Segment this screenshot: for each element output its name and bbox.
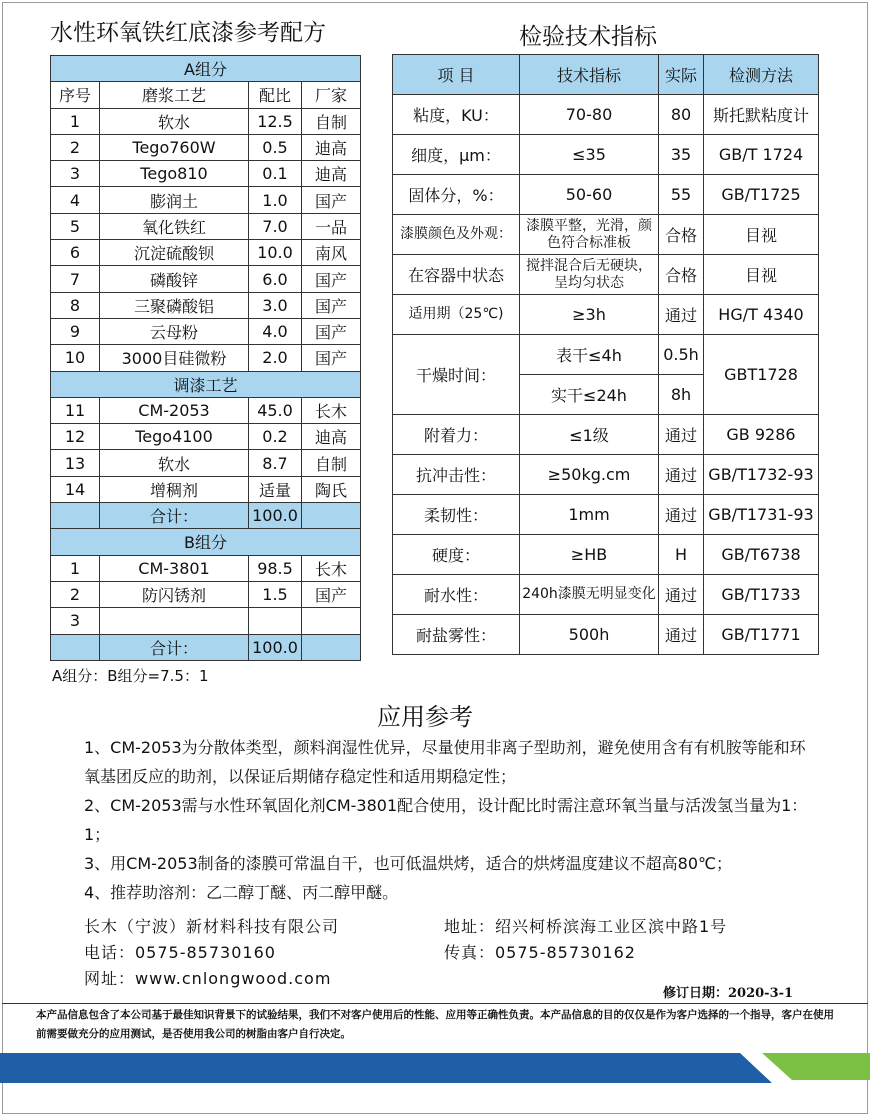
letdown-material: 软水 (100, 450, 249, 476)
test-row (393, 495, 819, 535)
test-spec: ≤1级 (520, 415, 659, 455)
grind-ratio: 12.5 (249, 108, 302, 134)
b-material: CM-3801 (100, 555, 249, 581)
formula-header-ratio: 配比 (249, 82, 302, 108)
grind-supplier: 自制 (302, 108, 361, 134)
test-item: 漆膜颜色及外观： (393, 215, 520, 255)
test-spec: 1mm (520, 495, 659, 535)
letdown-material: 增稠剂 (100, 476, 249, 502)
test-item: 耐水性： (393, 575, 520, 615)
formula-header-seq: 序号 (51, 82, 100, 108)
test-row (393, 215, 819, 255)
grind-row (51, 345, 361, 371)
header-item: 项 目 (393, 55, 520, 95)
grind-seq: 8 (51, 292, 100, 318)
grind-ratio: 0.1 (249, 161, 302, 187)
test-item: 固体分，%： (393, 175, 520, 215)
test-spec: ≥50kg.cm (520, 455, 659, 495)
test-method: GB/T1725 (704, 175, 819, 215)
b-supplier: 国产 (302, 581, 361, 607)
subtotal-a-blank (51, 503, 100, 529)
test-item: 柔韧性： (393, 495, 520, 535)
group-a-row (51, 56, 361, 82)
b-supplier: 长木 (302, 555, 361, 581)
drying-surface-spec: 表干≤4h (520, 335, 659, 375)
test-actual: 80 (659, 95, 704, 135)
test-method: GB/T1732-93 (704, 455, 819, 495)
grind-ratio: 7.0 (249, 213, 302, 239)
test-row (393, 255, 819, 295)
test-row (393, 415, 819, 455)
letdown-ratio: 适量 (249, 476, 302, 502)
grind-supplier: 一品 (302, 213, 361, 239)
grind-row (51, 161, 361, 187)
subtotal-b-row (51, 634, 361, 660)
test-row (393, 575, 819, 615)
test-method: 目视 (704, 255, 819, 295)
application-note-3: 3、用CM-2053制备的漆膜可常温自干，也可低温烘烤，适合的烘烤温度建议不超高80℃； (84, 854, 732, 873)
letdown-section-row (51, 371, 361, 397)
letdown-label: 调漆工艺 (51, 371, 361, 397)
test-actual: 35 (659, 135, 704, 175)
b-material (100, 608, 249, 634)
grind-ratio: 2.0 (249, 345, 302, 371)
grind-material: 3000目硅微粉 (100, 345, 249, 371)
letdown-material: Tego4100 (100, 424, 249, 450)
test-item: 适用期（25℃) (393, 295, 520, 335)
grind-ratio: 3.0 (249, 292, 302, 318)
grind-supplier: 国产 (302, 266, 361, 292)
letdown-supplier: 自制 (302, 450, 361, 476)
subtotal-a-label: 合计： (100, 503, 249, 529)
test-actual: 通过 (659, 495, 704, 535)
test-row (393, 535, 819, 575)
grind-material: Tego760W (100, 134, 249, 160)
application-note-2: 2、CM-2053需与水性环氧固化剂CM-3801配合使用，设计配比时需注意环氧当量与活泼氢当量为1：1； (84, 796, 808, 844)
grind-row (51, 292, 361, 318)
test-item: 硬度： (393, 535, 520, 575)
grind-supplier: 国产 (302, 345, 361, 371)
subtotal-a-value: 100.0 (249, 503, 302, 529)
test-actual: 合格 (659, 255, 704, 295)
grind-ratio: 1.0 (249, 187, 302, 213)
grind-seq: 4 (51, 187, 100, 213)
test-method: GB 9286 (704, 415, 819, 455)
b-row (51, 608, 361, 634)
test-spec: 漆膜平整，光滑，颜色符合标准板 (520, 215, 659, 255)
letdown-seq: 11 (51, 397, 100, 423)
b-seq: 2 (51, 581, 100, 607)
grind-supplier: 迪高 (302, 161, 361, 187)
header-method: 检测方法 (704, 55, 819, 95)
grind-row (51, 187, 361, 213)
formula-header-supplier: 厂家 (302, 82, 361, 108)
formula-header-row (51, 82, 361, 108)
grind-material: 磷酸锌 (100, 266, 249, 292)
letdown-row (51, 476, 361, 502)
test-actual: 通过 (659, 415, 704, 455)
grind-seq: 2 (51, 134, 100, 160)
b-row (51, 555, 361, 581)
test-spec: 搅拌混合后无硬块，呈均匀状态 (520, 255, 659, 295)
subtotal-a-row (51, 503, 361, 529)
b-ratio (249, 608, 302, 634)
letdown-ratio: 0.2 (249, 424, 302, 450)
drying-hard-actual: 8h (659, 375, 704, 415)
grind-row (51, 108, 361, 134)
letdown-row (51, 424, 361, 450)
b-ratio: 98.5 (249, 555, 302, 581)
test-method: HG/T 4340 (704, 295, 819, 335)
letdown-row (51, 397, 361, 423)
letdown-ratio: 8.7 (249, 450, 302, 476)
test-method: GB/T1771 (704, 615, 819, 655)
grind-ratio: 4.0 (249, 318, 302, 344)
test-row (393, 615, 819, 655)
letdown-ratio: 45.0 (249, 397, 302, 423)
test-row (393, 135, 819, 175)
test-item: 在容器中状态 (393, 255, 520, 295)
test-item: 细度，μm： (393, 135, 520, 175)
grind-seq: 7 (51, 266, 100, 292)
test-item: 抗冲击性： (393, 455, 520, 495)
revision-date: 修订日期：2020-3-1 (663, 986, 794, 1001)
grind-material: 膨润土 (100, 187, 249, 213)
test-item: 粘度，KU： (393, 95, 520, 135)
b-row (51, 581, 361, 607)
grind-seq: 3 (51, 161, 100, 187)
test-actual: 通过 (659, 295, 704, 335)
letdown-seq: 13 (51, 450, 100, 476)
test-item: 耐盐雾性： (393, 615, 520, 655)
group-a-label: A组分 (51, 56, 361, 82)
grind-ratio: 0.5 (249, 134, 302, 160)
grind-supplier: 迪高 (302, 134, 361, 160)
subtotal-b-label: 合计： (100, 634, 249, 660)
test-actual: 通过 (659, 455, 704, 495)
test-row (393, 175, 819, 215)
test-item: 附着力： (393, 415, 520, 455)
test-actual: 合格 (659, 215, 704, 255)
drying-surface-actual: 0.5h (659, 335, 704, 375)
grind-seq: 9 (51, 318, 100, 344)
company-name: 长木（宁波）新材料科技有限公司 (84, 917, 340, 936)
drying-row-surface (393, 335, 819, 375)
grind-material: 沉淀硫酸钡 (100, 240, 249, 266)
subtotal-a-blank-2 (302, 503, 361, 529)
test-actual: 通过 (659, 575, 704, 615)
grind-ratio: 10.0 (249, 240, 302, 266)
grind-material: Tego810 (100, 161, 249, 187)
grind-supplier: 国产 (302, 187, 361, 213)
company-phone: 电话：0575-85730160 (84, 943, 276, 962)
test-spec: ≥HB (520, 535, 659, 575)
grind-material: 氧化铁红 (100, 213, 249, 239)
test-method: GB/T1733 (704, 575, 819, 615)
grind-supplier: 国产 (302, 318, 361, 344)
letdown-supplier: 迪高 (302, 424, 361, 450)
letdown-seq: 14 (51, 476, 100, 502)
grind-seq: 6 (51, 240, 100, 266)
application-note-1: 1、CM-2053为分散体类型，颜料润湿性优异，尽量使用非离子型助剂，避免使用含有有机胺等能和环氧基团反应的助剂，以保证后期储存稳定性和适用期稳定性； (84, 738, 806, 786)
grind-ratio: 6.0 (249, 266, 302, 292)
group-b-label: B组分 (51, 529, 361, 555)
letdown-seq: 12 (51, 424, 100, 450)
b-ratio: 1.5 (249, 581, 302, 607)
company-website[interactable]: 网址：www.cnlongwood.com (84, 969, 332, 988)
subtotal-b-blank-2 (302, 634, 361, 660)
formula-table (50, 55, 361, 661)
grind-row (51, 134, 361, 160)
company-address: 地址：绍兴柯桥滨海工业区滨中路1号 (444, 917, 728, 936)
grind-row (51, 213, 361, 239)
grind-seq: 1 (51, 108, 100, 134)
disclaimer: 本产品信息包含了本公司基于最佳知识背景下的试验结果，我们不对客户使用后的性能、应用等正确性负责。本产品信息的目的仅仅是作为客户选择的一个指导，客户在使用前需要做充分的应用测试，是否使用我公司的树脂由客户自行决定。 (36, 1009, 834, 1040)
grind-seq: 10 (51, 345, 100, 371)
test-actual: 通过 (659, 615, 704, 655)
test-method: GB/T 1724 (704, 135, 819, 175)
test-spec: ≤35 (520, 135, 659, 175)
test-spec: 70-80 (520, 95, 659, 135)
application-note-4: 4、推荐助溶剂：乙二醇丁醚、丙二醇甲醚。 (84, 883, 399, 902)
application-title: 应用参考 (377, 703, 473, 731)
footer-divider (2, 1003, 868, 1004)
header-spec: 技术指标 (520, 55, 659, 95)
group-b-row (51, 529, 361, 555)
grind-supplier: 南风 (302, 240, 361, 266)
test-row (393, 455, 819, 495)
test-method: GB/T6738 (704, 535, 819, 575)
test-row (393, 95, 819, 135)
test-actual: H (659, 535, 704, 575)
grind-supplier: 国产 (302, 292, 361, 318)
test-spec: 240h漆膜无明显变化 (520, 575, 659, 615)
drying-method: GBT1728 (704, 335, 819, 415)
test-spec-title: 检验技术指标 (519, 24, 657, 50)
grind-material: 云母粉 (100, 318, 249, 344)
b-supplier (302, 608, 361, 634)
test-spec-table (392, 54, 819, 655)
b-material: 防闪锈剂 (100, 581, 249, 607)
test-header-row (393, 55, 819, 95)
test-spec: ≥3h (520, 295, 659, 335)
letdown-row (51, 450, 361, 476)
test-spec: 50-60 (520, 175, 659, 215)
formula-header-material: 磨浆工艺 (100, 82, 249, 108)
application-notes (84, 733, 814, 907)
drying-hard-spec: 实干≤24h (520, 375, 659, 415)
b-seq: 3 (51, 608, 100, 634)
header-actual: 实际 (659, 55, 704, 95)
subtotal-b-value: 100.0 (249, 634, 302, 660)
formula-title: 水性环氧铁红底漆参考配方 (50, 20, 326, 46)
grind-seq: 5 (51, 213, 100, 239)
test-method: 斯托默粘度计 (704, 95, 819, 135)
b-seq: 1 (51, 555, 100, 581)
test-actual: 55 (659, 175, 704, 215)
test-method: 目视 (704, 215, 819, 255)
letdown-material: CM-2053 (100, 397, 249, 423)
test-row (393, 295, 819, 335)
mix-ratio: A组分：B组分=7.5：1 (52, 667, 209, 685)
grind-row (51, 240, 361, 266)
drying-item: 干燥时间： (393, 335, 520, 415)
grind-material: 三聚磷酸铝 (100, 292, 249, 318)
letdown-supplier: 陶氏 (302, 476, 361, 502)
letdown-supplier: 长木 (302, 397, 361, 423)
company-fax: 传真：0575-85730162 (444, 943, 636, 962)
test-spec: 500h (520, 615, 659, 655)
grind-material: 软水 (100, 108, 249, 134)
grind-row (51, 266, 361, 292)
subtotal-b-blank (51, 634, 100, 660)
test-method: GB/T1731-93 (704, 495, 819, 535)
grind-row (51, 318, 361, 344)
